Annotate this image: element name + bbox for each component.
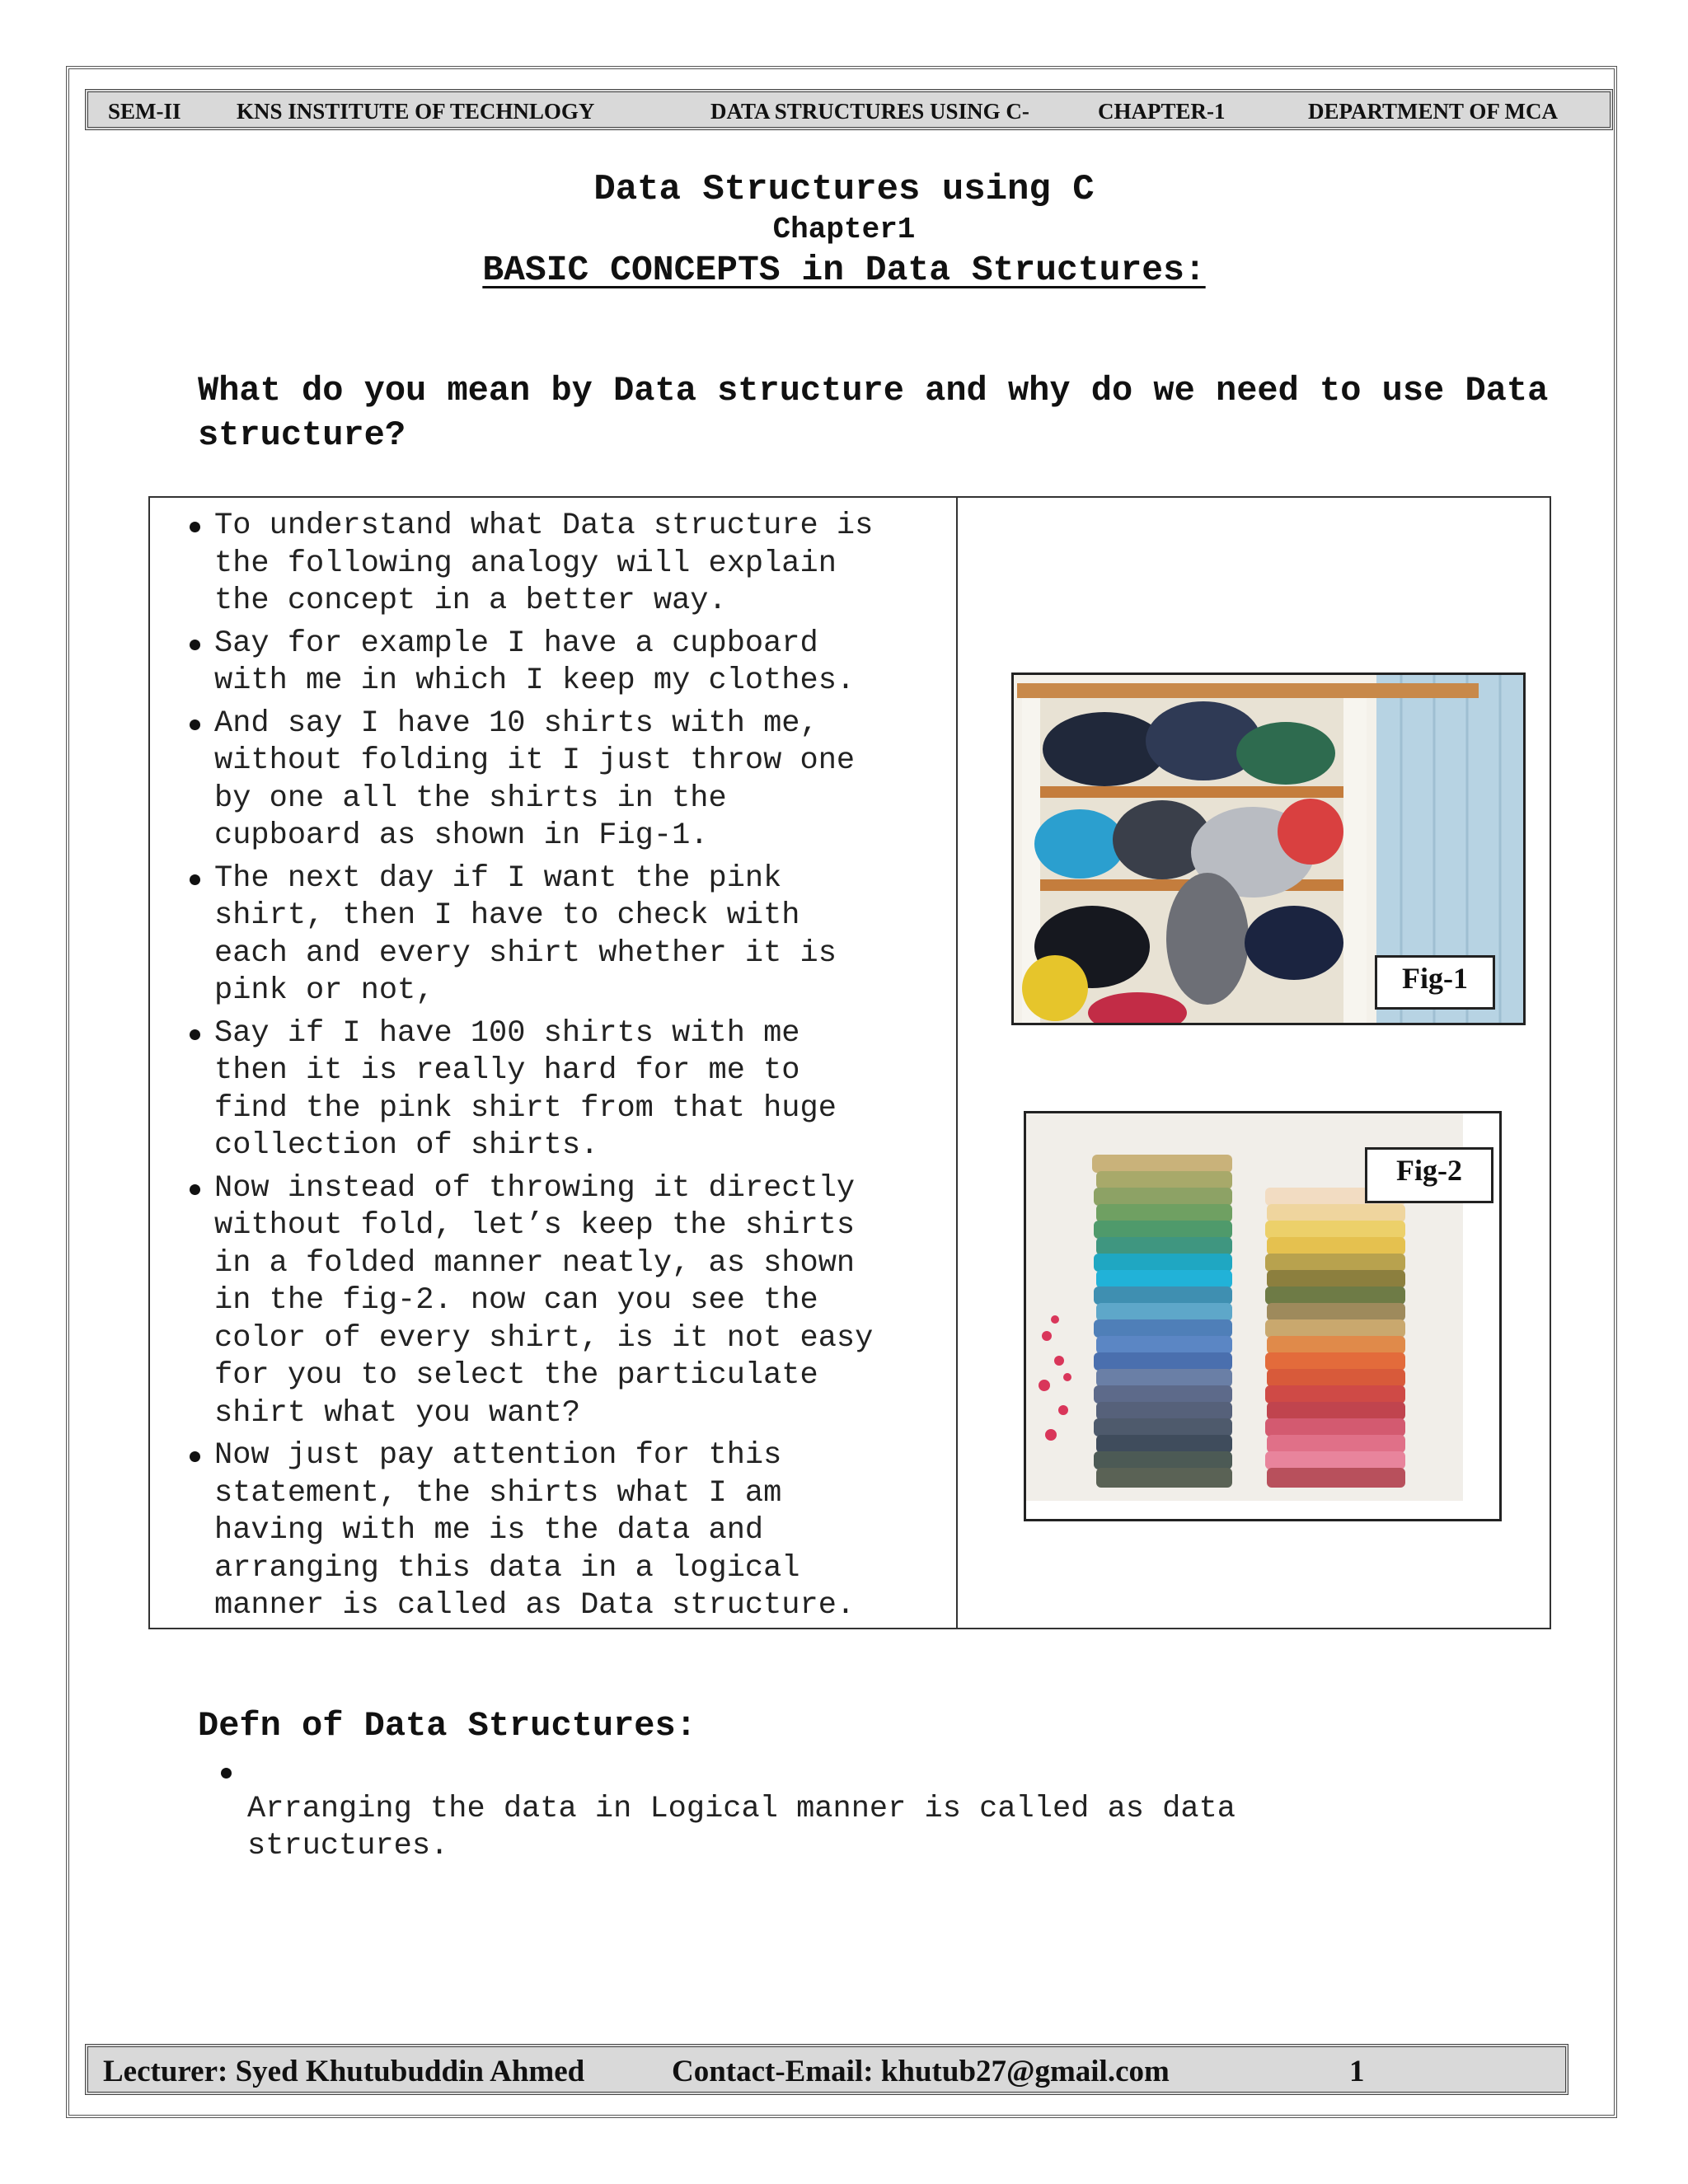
header-semester: SEM-II	[108, 99, 181, 124]
fig2-label: Fig-2	[1365, 1147, 1493, 1203]
list-item	[190, 508, 948, 621]
footer-lecturer: Lecturer: Syed Khutubuddin Ahmed	[103, 2055, 585, 2088]
bullet-icon	[190, 719, 200, 730]
list-item	[190, 1015, 948, 1165]
bullet-text: To understand what Data structure is the following analogy will explain the concept in a better way.	[214, 509, 874, 618]
bullet-text: Now just pay attention for this statement, the shirts what I am having with me is the data and arranging this data in a logical manner is called as Data structure.	[214, 1438, 856, 1623]
header-department: DEPARTMENT OF MCA	[1308, 99, 1559, 124]
header-institute: KNS INSTITUTE OF TECHNLOGY	[237, 99, 595, 124]
definition-text: Arranging the data in Logical manner is called as data structures.	[247, 1792, 1236, 1863]
list-item	[190, 705, 948, 855]
topic-title: BASIC CONCEPTS in Data Structures:	[482, 250, 1206, 290]
bullet-text: Now instead of throwing it directly without fold, let’s keep the shirts in a folded manner neatly, as shown in the fig-2. now can you see the color of every shirt, is it not easy for you to select the particulate shirt what you want?	[214, 1170, 874, 1431]
analogy-table	[148, 496, 1551, 1629]
question-heading: What do you mean by Data structure and why do we need to use Data structure?	[198, 371, 1549, 455]
page-header	[85, 89, 1613, 130]
bullet-icon	[190, 1451, 200, 1462]
bullet-icon	[190, 640, 200, 650]
bullet-icon	[190, 522, 200, 532]
table-column-divider	[956, 498, 958, 1628]
definition-heading: Defn of Data Structures:	[198, 1706, 696, 1746]
fig1-label: Fig-1	[1375, 955, 1495, 1010]
bullet-icon	[190, 1184, 200, 1195]
header-subject: DATA STRUCTURES USING C-	[710, 99, 1029, 124]
chapter-title: Chapter1	[772, 213, 916, 246]
header-chapter: CHAPTER-1	[1098, 99, 1226, 124]
list-item	[190, 626, 948, 701]
bullet-icon	[190, 874, 200, 885]
definition-item	[221, 1754, 1418, 1865]
bullet-text: Say if I have 100 shirts with me then it is really hard for me to find the pink shirt from that huge collection of shirts.	[214, 1015, 837, 1163]
list-item	[190, 1437, 948, 1625]
bullet-text: Say for example I have a cupboard with me in which I keep my clothes.	[214, 626, 856, 698]
analogy-bullet-list	[190, 508, 948, 1630]
document-title: Data Structures using C	[593, 169, 1095, 210]
bullet-text: The next day if I want the pink shirt, then I have to check with each and every shirt whether it is pink or not,	[214, 860, 837, 1008]
page-number: 1	[1349, 2055, 1365, 2088]
list-item	[190, 860, 948, 1010]
footer-contact: Contact-Email: khutub27@gmail.com	[672, 2055, 1170, 2088]
bullet-icon	[190, 1029, 200, 1040]
page-footer	[85, 2044, 1568, 2095]
list-item	[190, 1170, 948, 1433]
bullet-text: And say I have 10 shirts with me, without folding it I just throw one by one all the shirts in the cupboard as shown in Fig-1.	[214, 705, 856, 853]
bullet-icon	[221, 1768, 232, 1779]
topic-title-wrapper	[0, 250, 1688, 290]
